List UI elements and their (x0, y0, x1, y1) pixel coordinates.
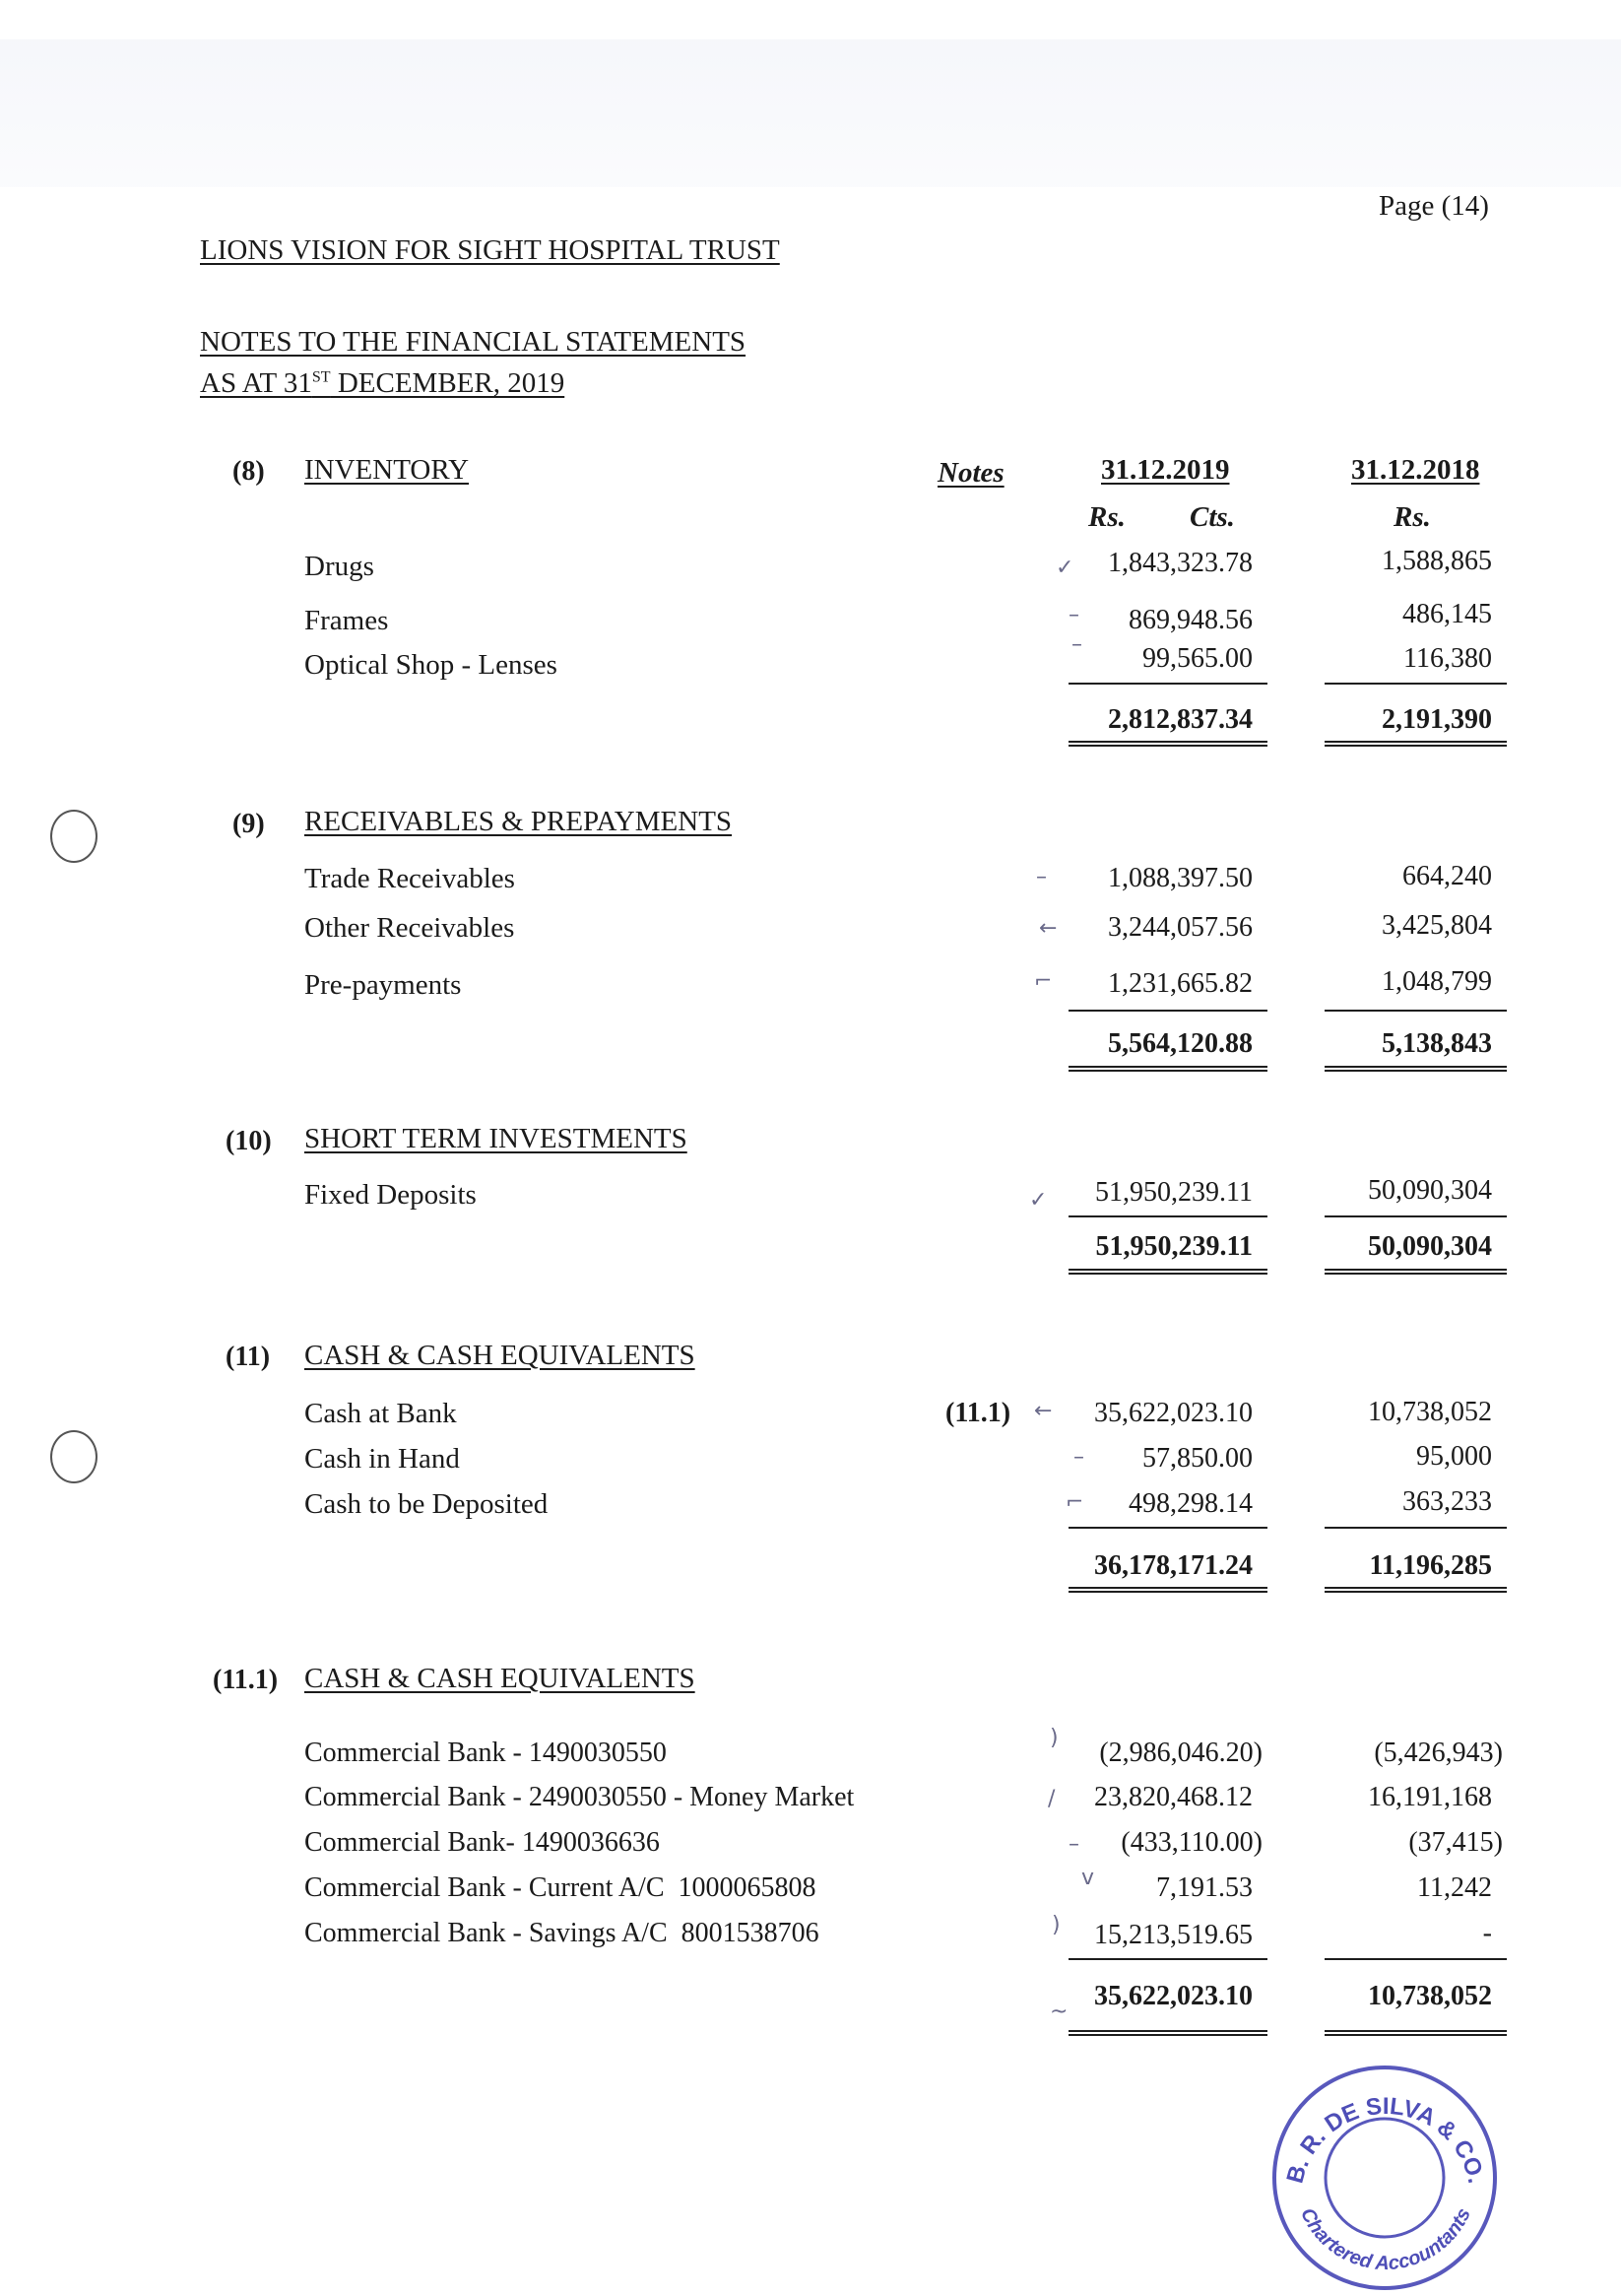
total-prior-value: 2,191,390 (1382, 704, 1492, 735)
section-number: (9) (232, 809, 265, 839)
row-label: Cash in Hand (304, 1443, 460, 1475)
tick-mark-icon: ) (1052, 1913, 1061, 1937)
row-label: Commercial Bank - 1490030550 (304, 1738, 667, 1768)
subtotal-rule (1325, 1527, 1507, 1529)
current-unit-rs: Rs. (1088, 501, 1126, 533)
row-prior-value: (37,415) (1408, 1827, 1503, 1858)
total-double-rule (1069, 1066, 1267, 1072)
row-label: Fixed Deposits (304, 1179, 477, 1211)
row-prior-value: 363,233 (1402, 1486, 1492, 1517)
row-label: Commercial Bank - Current A/C 1000065808 (304, 1872, 816, 1903)
row-prior-value: 50,090,304 (1368, 1175, 1492, 1206)
total-current-value: 5,564,120.88 (1108, 1028, 1253, 1059)
row-current-value: 99,565.00 (1142, 643, 1253, 674)
row-current-value: 1,088,397.50 (1108, 863, 1253, 893)
total-double-rule (1069, 1269, 1267, 1275)
as-at-prefix: AS AT 31 (200, 367, 312, 399)
row-label: Cash at Bank (304, 1398, 457, 1429)
section-title-receivables: RECEIVABLES & PREPAYMENTS (304, 806, 733, 837)
tick-mark-icon: v (1081, 1866, 1095, 1890)
section-number: (10) (226, 1126, 272, 1156)
tick-mark-icon: ✓ (1029, 1188, 1048, 1213)
total-current-value: 51,950,239.11 (1095, 1231, 1253, 1262)
row-label: Commercial Bank- 1490036636 (304, 1827, 660, 1858)
row-current-value: 23,820,468.12 (1094, 1782, 1253, 1812)
subtotal-rule (1325, 1215, 1507, 1217)
row-current-value: 35,622,023.10 (1094, 1398, 1253, 1428)
tick-mark-icon: ~ (1050, 2000, 1069, 2024)
section-title-bank-detail: CASH & CASH EQUIVALENTS (304, 1663, 695, 1694)
row-label: Cash to be Deposited (304, 1488, 549, 1520)
row-current-value: (433,110.00) (1121, 1827, 1263, 1858)
prior-year-header: 31.12.2018 (1351, 454, 1480, 486)
row-prior-value: 664,240 (1402, 861, 1492, 891)
tick-mark-icon: ← (1039, 916, 1058, 941)
as-at-superscript: ST (311, 368, 331, 386)
total-prior-value: 5,138,843 (1382, 1028, 1492, 1059)
auditor-stamp-seal (1266, 2060, 1503, 2296)
section-title-cash: CASH & CASH EQUIVALENTS (304, 1340, 695, 1371)
tick-mark-icon: ✓ (1056, 556, 1074, 580)
tick-mark-icon: ⌐ (1034, 969, 1053, 994)
total-double-rule (1325, 1269, 1507, 1275)
subtotal-rule (1069, 683, 1267, 685)
row-current-value: 869,948.56 (1129, 605, 1253, 635)
section-number: (11.1) (213, 1665, 279, 1695)
row-current-value: 1,843,323.78 (1108, 548, 1253, 578)
row-prior-value: 1,048,799 (1382, 966, 1492, 997)
row-label: Other Receivables (304, 912, 515, 944)
row-current-value: 15,213,519.65 (1094, 1920, 1253, 1950)
subtotal-rule (1069, 1010, 1267, 1012)
row-current-value: 57,850.00 (1142, 1443, 1253, 1474)
as-at-suffix: DECEMBER, 2019 (330, 367, 565, 399)
tick-mark-icon: – (1069, 603, 1079, 627)
svg-text:B. R. DE SILVA & CO. (1282, 2093, 1490, 2186)
stamp-bottom-text: Chartered Accountants (1295, 2204, 1475, 2275)
row-prior-value: - (1482, 1918, 1492, 1948)
row-label: Trade Receivables (304, 863, 515, 894)
subtotal-rule (1069, 1215, 1267, 1217)
section-number: (8) (232, 456, 265, 487)
total-current-value: 2,812,837.34 (1108, 704, 1253, 735)
tick-mark-icon: – (1036, 865, 1047, 889)
total-double-rule (1069, 2030, 1267, 2036)
total-prior-value: 50,090,304 (1368, 1231, 1492, 1262)
section-title-investments: SHORT TERM INVESTMENTS (304, 1123, 687, 1154)
punch-hole (50, 810, 97, 863)
tick-mark-icon: ← (1034, 1399, 1053, 1423)
total-double-rule (1325, 1066, 1507, 1072)
row-label: Pre-payments (304, 969, 462, 1001)
row-prior-value: 11,242 (1417, 1872, 1492, 1903)
row-current-value: 7,191.53 (1156, 1872, 1253, 1903)
total-double-rule (1069, 1587, 1267, 1593)
subtotal-rule (1325, 1010, 1507, 1012)
total-double-rule (1069, 741, 1267, 747)
row-prior-value: 486,145 (1402, 599, 1492, 629)
tick-mark-icon: – (1071, 632, 1082, 657)
total-prior-value: 10,738,052 (1368, 1981, 1492, 2011)
section-title-inventory: INVENTORY (304, 454, 470, 486)
row-prior-value: 116,380 (1403, 643, 1492, 674)
row-prior-value: (5,426,943) (1374, 1738, 1503, 1768)
notes-column-header: Notes (938, 457, 1005, 489)
row-label: Frames (304, 605, 389, 636)
subtotal-rule (1069, 1958, 1267, 1960)
row-current-value: 3,244,057.56 (1108, 912, 1253, 943)
total-double-rule (1325, 2030, 1507, 2036)
tick-mark-icon: – (1069, 1832, 1079, 1857)
tick-mark-icon: – (1073, 1445, 1084, 1470)
section-number: (11) (226, 1342, 271, 1372)
current-year-header: 31.12.2019 (1101, 454, 1230, 486)
row-prior-value: 1,588,865 (1382, 546, 1492, 576)
row-current-value: 51,950,239.11 (1095, 1177, 1253, 1208)
row-label: Commercial Bank - 2490030550 - Money Market (304, 1782, 855, 1812)
row-prior-value: 3,425,804 (1382, 910, 1492, 941)
organisation-name: LIONS VISION FOR SIGHT HOSPITAL TRUST (200, 234, 780, 266)
row-note-ref: (11.1) (945, 1398, 1011, 1428)
row-label: Drugs (304, 551, 374, 582)
row-prior-value: 16,191,168 (1368, 1782, 1492, 1812)
row-prior-value: 10,738,052 (1368, 1397, 1492, 1427)
total-double-rule (1325, 1587, 1507, 1593)
row-current-value: 498,298.14 (1129, 1488, 1253, 1519)
subtotal-rule (1069, 1527, 1267, 1529)
total-double-rule (1325, 741, 1507, 747)
row-current-value: (2,986,046.20) (1099, 1738, 1263, 1768)
punch-hole (50, 1430, 97, 1483)
stamp-top-text: B. R. DE SILVA & CO. (1281, 2092, 1490, 2187)
page-number: Page (14) (1379, 190, 1489, 222)
total-current-value: 35,622,023.10 (1094, 1981, 1253, 2011)
subtotal-rule (1325, 683, 1507, 685)
current-unit-cts: Cts. (1190, 501, 1235, 533)
tick-mark-icon: ) (1050, 1726, 1059, 1750)
total-current-value: 36,178,171.24 (1094, 1550, 1253, 1581)
subtotal-rule (1325, 1958, 1507, 1960)
tick-mark-icon: ⌐ (1066, 1490, 1084, 1515)
scan-artifact-band (0, 39, 1621, 187)
svg-text:Chartered Accountants (1296, 2204, 1475, 2274)
as-at-date (200, 367, 564, 400)
total-prior-value: 11,196,285 (1369, 1550, 1492, 1581)
row-label: Commercial Bank - Savings A/C 8001538706 (304, 1918, 819, 1948)
row-label: Optical Shop - Lenses (304, 649, 557, 681)
row-current-value: 1,231,665.82 (1108, 968, 1253, 999)
tick-mark-icon: / (1048, 1787, 1056, 1811)
row-prior-value: 95,000 (1416, 1441, 1492, 1472)
prior-unit-rs: Rs. (1394, 501, 1431, 533)
notes-title: NOTES TO THE FINANCIAL STATEMENTS (200, 326, 746, 358)
